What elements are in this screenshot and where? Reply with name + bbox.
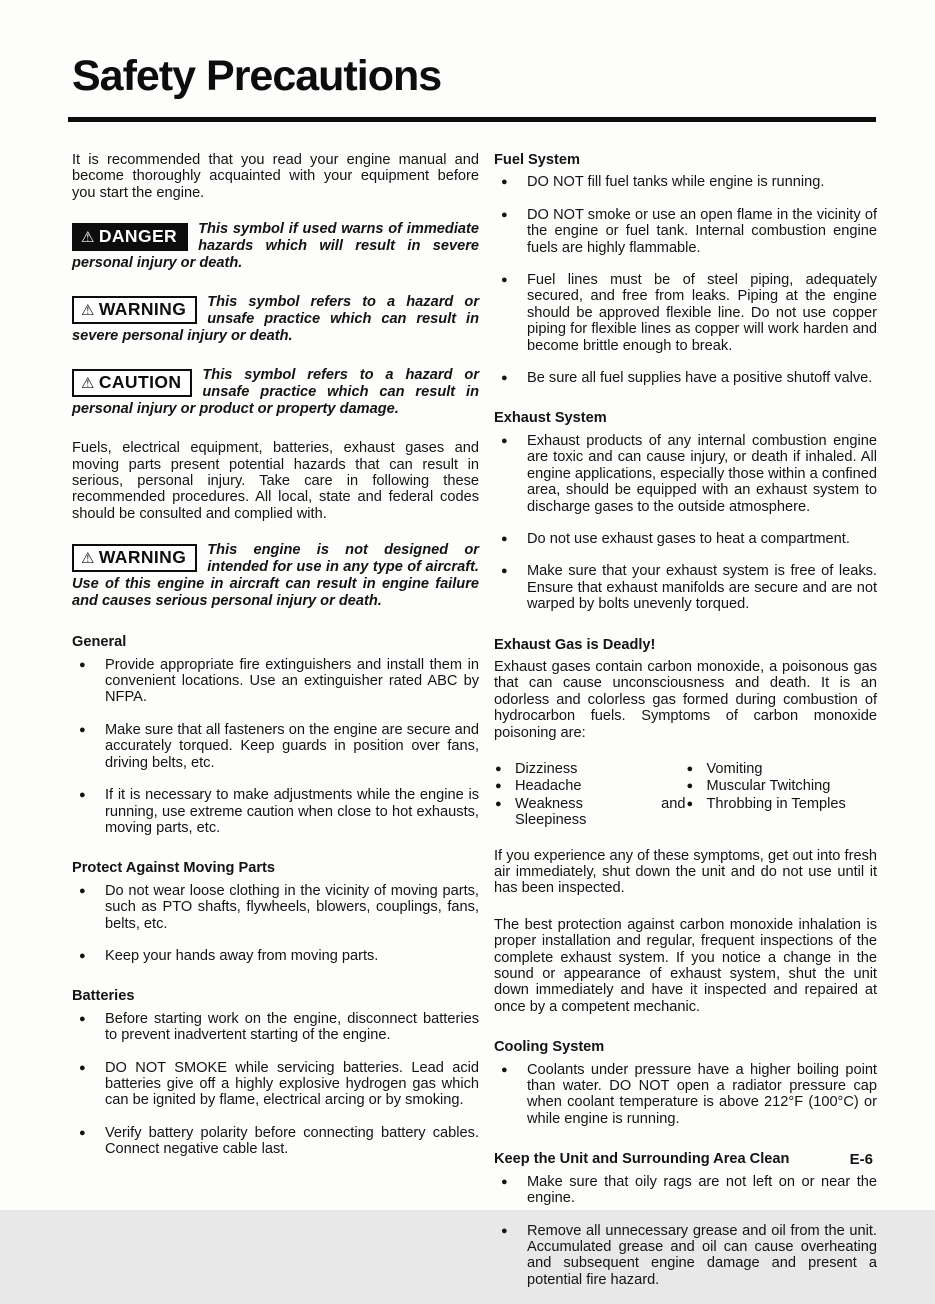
- danger-alert: [72, 221, 479, 272]
- general-bullet-list: [72, 657, 479, 837]
- page-number: E-6: [849, 1151, 873, 1168]
- bullet-item: ● Remove all unnecessary grease and oil from the unit. Accumulated grease and oil can cause overheating and subsequent engine damage and present a potential fire hazard.: [494, 1223, 877, 1289]
- symptoms-action-paragraph: If you experience any of these symptoms, get out into fresh air immediately, shut down the unit and do not use until it has been inspected.: [494, 847, 877, 897]
- caution-alert: [72, 367, 479, 418]
- bullet-item: ● Make sure that oily rags are not left on or near the engine.: [494, 1174, 877, 1207]
- warning-alert-2: [72, 542, 479, 610]
- warning-triangle-icon: ⚠: [81, 229, 95, 247]
- warning-label-2-text: WARNING: [98, 547, 187, 568]
- warning-label-2: [72, 544, 197, 572]
- warning-alert-2-text: This engine is not designed or intended for use in any type of aircraft. Use of this engine in aircraft can result in engine failure and causes serious personal injury or death.: [72, 542, 479, 610]
- bullet-item: ● Provide appropriate fire extinguishers and install them in convenient locations. Use an extinguisher rated ABC by NFPA.: [72, 657, 479, 706]
- bullet-item: ● Exhaust products of any internal combustion engine are toxic and can cause injury, or death if inhaled. All engine applications, especially those within a confined area, should be equipped with an exhaust system to discharge gases to the outside atmosphere.: [494, 433, 877, 515]
- bullet-item: ● Muscular Twitching: [686, 778, 878, 794]
- caution-label-text: CAUTION: [98, 372, 182, 393]
- bullet-item: ● Before starting work on the engine, disconnect batteries to prevent inadvertent starting of the engine.: [72, 1011, 479, 1044]
- bullet-item: ● Fuel lines must be of steel piping, adequately secured, and free from leaks. Piping at the engine should be approved flexible line. Do not use copper piping for flexible lines as copper will work harden and become brittle enough to break.: [494, 272, 877, 354]
- bullet-item: ● DO NOT smoke or use an open flame in the vicinity of the engine or fuel tank. Internal combustion engine fuels are highly flammable.: [494, 207, 877, 256]
- title-rule: [68, 117, 876, 122]
- bullet-item: ● If it is necessary to make adjustments while the engine is running, use extreme caution when close to hot exhausts, moving parts, etc.: [72, 787, 479, 836]
- bullet-item: ● Weakness and Sleepiness: [494, 796, 686, 829]
- bullet-item: ● Dizziness: [494, 761, 686, 777]
- danger-label-text: DANGER: [98, 226, 178, 247]
- fuel-system-bullet-list: [494, 174, 877, 386]
- bullet-item: ● DO NOT fill fuel tanks while engine is running.: [494, 174, 877, 190]
- section-heading-exhaust-system: Exhaust System: [494, 410, 607, 427]
- bullet-item: ● Be sure all fuel supplies have a positive shutoff valve.: [494, 370, 877, 386]
- right-column: [494, 152, 877, 1304]
- warning-triangle-icon: ⚠: [81, 550, 95, 568]
- bullet-item: ● Keep your hands away from moving parts.: [72, 948, 479, 964]
- bullet-item: ● Throbbing in Temples: [686, 796, 878, 812]
- co-protection-paragraph: The best protection against carbon monoxide inhalation is proper installation and regular, frequent inspections of the complete exhaust system. If you notice a change in the sound or appearance of exhaust system, shut the unit down immediately and have it inspected and repaired at once by a competent mechanic.: [494, 916, 877, 1015]
- symptoms-column-2: [686, 761, 878, 830]
- moving-parts-bullet-list: [72, 883, 479, 965]
- section-heading-moving-parts: Protect Against Moving Parts: [72, 860, 275, 877]
- warning-alert-1: [72, 294, 479, 345]
- cooling-bullet-list: [494, 1062, 877, 1128]
- bullet-item: ● DO NOT SMOKE while servicing batteries. Lead acid batteries give off a highly explosive hydrogen gas which can be ignited by flame, electrical arcing or by smoking.: [72, 1060, 479, 1109]
- section-heading-exhaust-gas: Exhaust Gas is Deadly!: [494, 636, 656, 653]
- clean-bullet-list: [494, 1174, 877, 1288]
- warning-label-1: [72, 296, 197, 324]
- symptoms-column-1: [494, 761, 686, 830]
- page-title: Safety Precautions: [72, 52, 442, 100]
- danger-label: [72, 223, 188, 251]
- bullet-item: ● Verify battery polarity before connecting battery cables. Connect negative cable last.: [72, 1125, 479, 1158]
- caution-alert-text: This symbol refers to a hazard or unsafe practice which can result in personal injury or product or property damage.: [72, 367, 479, 418]
- section-heading-general: General: [72, 634, 127, 651]
- section-heading-fuel-system: Fuel System: [494, 152, 580, 168]
- hazards-paragraph: Fuels, electrical equipment, batteries, exhaust gases and moving parts present potential hazards that can result in serious, personal injury. Take care in following these recommended procedures. All local, state and federal codes should be consulted and complied with.: [72, 440, 479, 522]
- section-heading-clean: Keep the Unit and Surrounding Area Clean: [494, 1151, 790, 1168]
- bullet-item: ● Make sure that your exhaust system is free of leaks. Ensure that exhaust manifolds are secure and are not warped by bolts unevenly torqued.: [494, 563, 877, 612]
- exhaust-gas-intro: Exhaust gases contain carbon monoxide, a poisonous gas that can cause unconsciousness and death. It is an odorless and colorless gas formed during combustion of hydrocarbon fuels. Symptoms of carbon monoxide poisoning are:: [494, 658, 877, 741]
- warning-label-1-text: WARNING: [98, 299, 187, 320]
- section-heading-batteries: Batteries: [72, 988, 135, 1005]
- warning-triangle-icon: ⚠: [81, 375, 95, 393]
- bullet-item: ● Do not use exhaust gases to heat a compartment.: [494, 531, 877, 547]
- bullet-item: ● Do not wear loose clothing in the vicinity of moving parts, such as PTO shafts, flywheels, blowers, couplings, fans, belts, etc.: [72, 883, 479, 932]
- symptoms-lists: [494, 761, 877, 830]
- left-column: [72, 152, 479, 1174]
- batteries-bullet-list: [72, 1011, 479, 1158]
- warning-alert-1-text: This symbol refers to a hazard or unsafe practice which can result in severe personal injury or death.: [72, 294, 479, 345]
- intro-paragraph: It is recommended that you read your engine manual and become thoroughly acquainted with your equipment before you start the engine.: [72, 152, 479, 201]
- section-heading-cooling: Cooling System: [494, 1039, 605, 1056]
- bullet-item: ● Vomiting: [686, 761, 878, 777]
- bullet-item: ● Coolants under pressure have a higher boiling point than water. DO NOT open a radiator pressure cap when coolant temperature is above 212°F (100°C) or while engine is running.: [494, 1062, 877, 1128]
- warning-triangle-icon: ⚠: [81, 302, 95, 320]
- danger-alert-text: This symbol if used warns of immediate hazards which will result in severe personal injury or death.: [72, 221, 479, 272]
- exhaust-system-bullet-list: [494, 433, 877, 613]
- caution-label: [72, 369, 192, 397]
- bullet-item: ● Headache: [494, 778, 686, 794]
- bullet-item: ● Make sure that all fasteners on the engine are secure and accurately torqued. Keep guards in position over fans, driving belts, etc.: [72, 722, 479, 771]
